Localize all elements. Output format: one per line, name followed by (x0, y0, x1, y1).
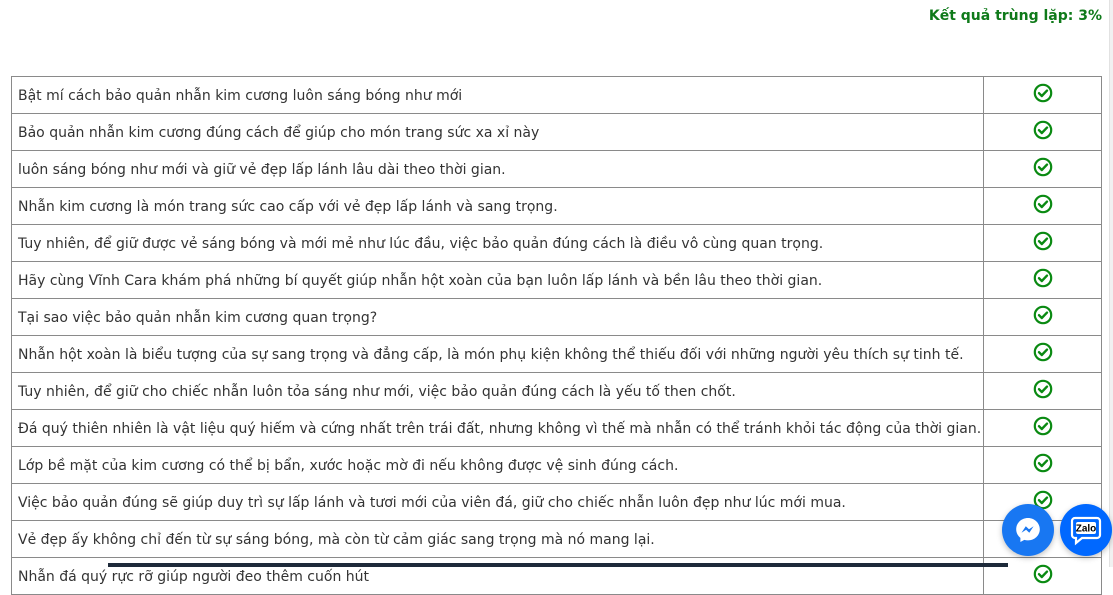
status-cell (984, 151, 1102, 188)
check-circle-icon (1033, 83, 1053, 103)
messenger-icon (1013, 515, 1043, 545)
sentence-text: Bảo quản nhẫn kim cương đúng cách để giúp cho món trang sức xa xỉ này (12, 114, 984, 151)
table-row (12, 151, 1102, 188)
sentence-text: Tuy nhiên, để giữ được vẻ sáng bóng và mới mẻ như lúc đầu, việc bảo quản đúng cách là điều vô cùng quan trọng. (12, 225, 984, 262)
sentence-text: Việc bảo quản đúng sẽ giúp duy trì sự lấp lánh và tươi mới của viên đá, giữ cho chiếc nhẫn luôn đẹp như lúc mới mua. (12, 484, 984, 521)
sentence-text: Hãy cùng Vĩnh Cara khám phá những bí quyết giúp nhẫn hột xoàn của bạn luôn lấp lánh và bền lâu theo thời gian. (12, 262, 984, 299)
sentence-text: Nhẫn kim cương là món trang sức cao cấp với vẻ đẹp lấp lánh và sang trọng. (12, 188, 984, 225)
status-cell (984, 77, 1102, 114)
table-row (12, 521, 1102, 558)
table-row (12, 225, 1102, 262)
check-circle-icon (1033, 564, 1053, 584)
check-circle-icon (1033, 231, 1053, 251)
check-circle-icon (1033, 416, 1053, 436)
sentence-text: Lớp bề mặt của kim cương có thể bị bẩn, xước hoặc mờ đi nếu không được vệ sinh đúng cách. (12, 447, 984, 484)
status-cell (984, 447, 1102, 484)
check-circle-icon (1033, 453, 1053, 473)
table-row (12, 336, 1102, 373)
table-row (12, 188, 1102, 225)
sentence-text: Đá quý thiên nhiên là vật liệu quý hiếm và cứng nhất trên trái đất, nhưng không vì thế mà nhẫn có thể tránh khỏi tác động của thời gian. (12, 410, 984, 447)
check-circle-icon (1033, 305, 1053, 325)
sentence-table (11, 76, 1102, 595)
sentence-text: Nhẫn đá quý rực rỡ giúp người đeo thêm cuốn hút (12, 558, 984, 595)
check-circle-icon (1033, 379, 1053, 399)
check-circle-icon (1033, 342, 1053, 362)
check-circle-icon (1033, 120, 1053, 140)
status-cell (984, 188, 1102, 225)
sentence-text: Tại sao việc bảo quản nhẫn kim cương quan trọng? (12, 299, 984, 336)
check-circle-icon (1033, 194, 1053, 214)
status-cell (984, 299, 1102, 336)
sentence-text: luôn sáng bóng như mới và giữ vẻ đẹp lấp lánh lâu dài theo thời gian. (12, 151, 984, 188)
scrollbar[interactable] (1109, 0, 1113, 567)
table-row (12, 410, 1102, 447)
status-cell (984, 262, 1102, 299)
table-row (12, 114, 1102, 151)
sentence-text: Nhẫn hột xoàn là biểu tượng của sự sang trọng và đẳng cấp, là món phụ kiện không thể thiếu đối với những người yêu thích sự tinh tế. (12, 336, 984, 373)
sentence-text: Vẻ đẹp ấy không chỉ đến từ sự sáng bóng, mà còn từ cảm giác sang trọng mà nó mang lại. (12, 521, 984, 558)
zalo-button[interactable] (1060, 504, 1112, 556)
table-row (12, 262, 1102, 299)
table-row (12, 373, 1102, 410)
status-cell (984, 373, 1102, 410)
status-cell (984, 410, 1102, 447)
sentence-text: Tuy nhiên, để giữ cho chiếc nhẫn luôn tỏa sáng như mới, việc bảo quản đúng cách là yếu tố then chốt. (12, 373, 984, 410)
bottom-bar (108, 563, 1008, 567)
sentence-text: Bật mí cách bảo quản nhẫn kim cương luôn sáng bóng như mới (12, 77, 984, 114)
check-circle-icon (1033, 268, 1053, 288)
zalo-text: Zalo (1075, 523, 1097, 535)
check-circle-icon (1033, 157, 1053, 177)
zalo-icon (1069, 513, 1103, 547)
status-cell (984, 114, 1102, 151)
status-cell (984, 336, 1102, 373)
table-row (12, 299, 1102, 336)
table-row (12, 447, 1102, 484)
status-cell (984, 225, 1102, 262)
table-row (12, 77, 1102, 114)
duplicate-result-label: Kết quả trùng lặp: 3% (928, 8, 1102, 24)
sentence-table-container (11, 76, 1102, 585)
messenger-button[interactable] (1002, 504, 1054, 556)
table-row (12, 484, 1102, 521)
